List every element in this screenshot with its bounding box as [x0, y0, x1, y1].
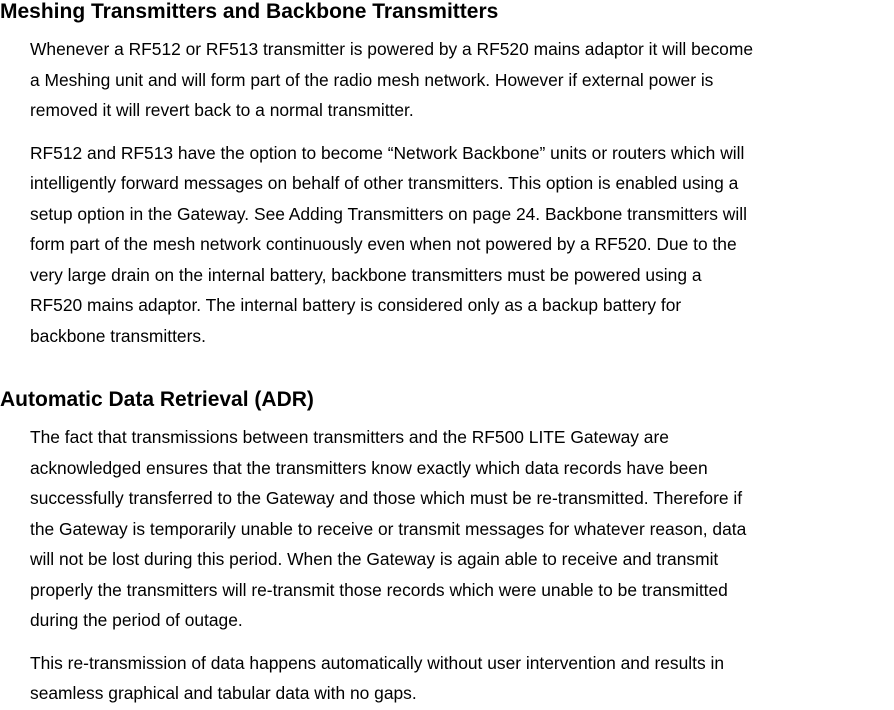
paragraph-backbone-units [30, 138, 894, 352]
section-heading-adr: Automatic Data Retrieval (ADR) [0, 388, 314, 411]
paragraph-automatic-retransmission [30, 648, 894, 709]
paragraph-meshing-unit [30, 34, 894, 126]
section-automatic-data-retrieval [0, 388, 894, 709]
text-line: a Meshing unit and will form part of the radio mesh network. However if external power is [30, 69, 714, 90]
text-line: will not be lost during this period. When the Gateway is again able to receive and transmit [30, 549, 719, 569]
text-line: This re-transmission of data happens automatically without user intervention and results in [30, 652, 725, 673]
text-line: properly the transmitters will re-transmit those records which were unable to be transmitted [30, 579, 728, 600]
text-line: RF512 and RF513 have the option to become “Network Backbone” units or routers which will [30, 142, 745, 163]
text-line: The fact that transmissions between transmitters and the RF500 LITE Gateway are [30, 427, 669, 447]
text-line: backbone transmitters. [30, 325, 206, 346]
text-line: the Gateway is temporarily unable to receive or transmit messages for whatever reason, data [30, 518, 747, 539]
text-line: during the period of outage. [30, 610, 243, 630]
text-line: successfully transferred to the Gateway and those which must be re-transmitted. Therefore if [30, 488, 743, 508]
paragraph-acknowledged-transmissions [30, 422, 894, 636]
text-line: acknowledged ensures that the transmitters know exactly which data records have been [30, 457, 708, 478]
text-line: removed it will revert back to a normal transmitter. [30, 100, 414, 120]
text-line: very large drain on the internal battery, backbone transmitters must be powered using a [30, 264, 702, 285]
text-line: form part of the mesh network continuously even when not powered by a RF520. Due to the [30, 234, 737, 254]
text-line: setup option in the Gateway. See Adding Transmitters on page 24. Backbone transmitters will [30, 203, 747, 224]
text-line: intelligently forward messages on behalf of other transmitters. This option is enabled using a [30, 173, 739, 193]
text-line: seamless graphical and tabular data with no gaps. [30, 683, 417, 703]
section-meshing-transmitters [0, 0, 894, 351]
section-heading-meshing: Meshing Transmitters and Backbone Transmitters [0, 0, 499, 23]
text-line: Whenever a RF512 or RF513 transmitter is powered by a RF520 mains adaptor it will become [30, 39, 753, 59]
text-line: RF520 mains adaptor. The internal battery is considered only as a backup battery for [30, 295, 682, 315]
